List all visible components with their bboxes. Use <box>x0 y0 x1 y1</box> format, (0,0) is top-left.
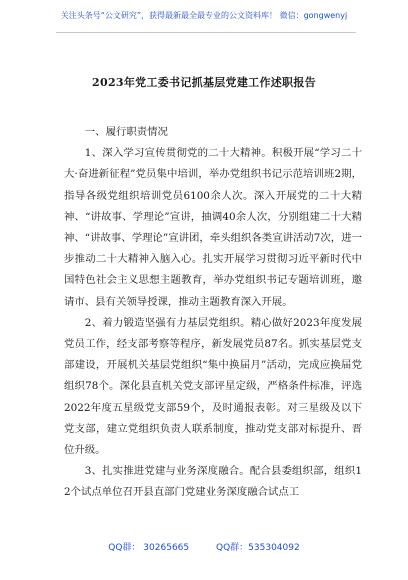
document-body <box>64 122 362 504</box>
header-banner: 关注头条号“公文研究”，获得最新最全最专业的公文资料库！ 微信：gongwenyj <box>60 11 348 20</box>
footer-qq-group-2: QQ群：535304092 <box>216 543 300 553</box>
footer <box>0 540 408 553</box>
paragraph-2: 2、着力锻造坚强有力基层党组织。精心做好2023年度发展党员工作，经支部考察等程序，新发展党员87名。抓实基层党支部建设，开展机关基层党组织“集中换届月”活动，完成应换届党组织78个。深化县直机关党支部评星定级，严格条件标准，评选2022年度五星级党支部59个，及时通报表彰。对三星级及以下党支部，建立党组织负责人联系制度，推动党支部对标提升、晋位升级。 <box>64 316 362 457</box>
section-heading: 一、履行职责情况 <box>84 126 168 138</box>
header-divider <box>56 32 356 33</box>
document-title: 2023年党工委书记抓基层党建工作述职报告 <box>92 76 316 89</box>
paragraph-1: 1、深入学习宣传贯彻党的二十大精神。积极开展“学习二十大·奋进新征程”党员集中培训，举办党组织书记示范培训班2期，指导各级党组织培训党员6100余人次。深入开展党的二十大精神、“讲故事、学理论”宣讲，抽调40余人次，分别组建二十大精神、“讲故事、学理论”宣讲团，牵头组织各类宣讲活动7次，进一步推动二十大精神入脑入心。扎实开展学习贯彻习近平新时代中国特色社会主义思想主题教育，举办党组织书记专题培训班，邀请市、县有关领导授课，推动主题教育深入开展。 <box>64 147 362 308</box>
footer-qq-group-1: QQ群： 30265665 <box>108 543 190 553</box>
paragraph-3: 3、扎实推进党建与业务深度融合。配合县委组织部，组织12个试点单位召开县直部门党建业务深度融合试点工 <box>64 465 362 499</box>
